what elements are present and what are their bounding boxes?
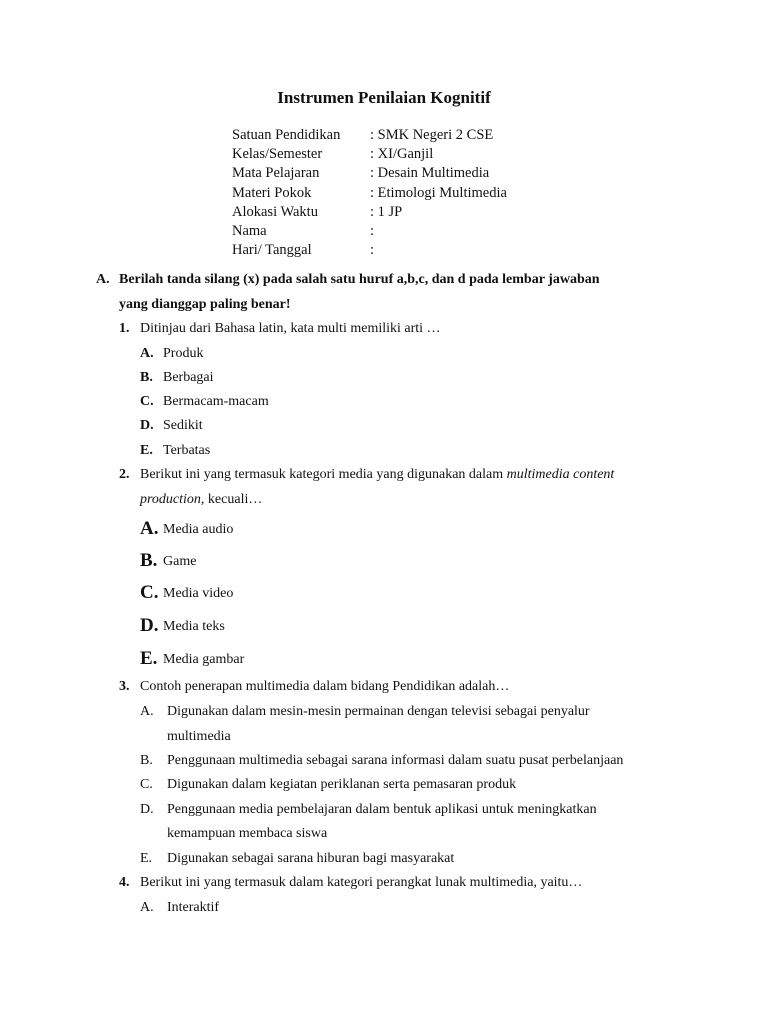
info-label: Alokasi Waktu (232, 204, 318, 220)
document-title: Instrumen Penilaian Kognitif (277, 88, 491, 107)
info-label: Materi Pokok (232, 185, 312, 201)
section-letter: A. (96, 272, 110, 287)
info-value: : Etimologi Multimedia (370, 185, 507, 201)
option-text: Penggunaan multimedia sebagai sarana informasi dalam suatu pusat perbelanjaan (167, 753, 624, 768)
option-letter: B. (140, 550, 158, 571)
option-letter: A. (140, 900, 154, 915)
option-letter: E. (140, 851, 153, 866)
question-text: Ditinjau dari Bahasa latin, kata multi memiliki arti … (140, 321, 441, 336)
section-instruction-line2: yang dianggap paling benar! (119, 297, 291, 312)
option-letter: A. (140, 518, 159, 539)
option-text: Berbagai (163, 370, 214, 385)
option-text: Interaktif (167, 900, 220, 915)
info-value: : XI/Ganjil (370, 146, 434, 162)
option-letter: B. (140, 370, 153, 385)
option-letter: B. (140, 753, 153, 768)
info-value: : 1 JP (370, 204, 403, 220)
option-text: Media teks (163, 619, 225, 634)
option-letter: C. (140, 777, 153, 792)
info-value: : Desain Multimedia (370, 165, 490, 181)
question-number: 4. (119, 875, 130, 890)
info-value: : SMK Negeri 2 CSE (370, 127, 494, 143)
option-text: Game (163, 554, 197, 569)
option-text: Terbatas (163, 443, 211, 458)
question-text-italic: multimedia content (506, 467, 615, 482)
option-text-line2: kemampuan membaca siswa (167, 826, 328, 841)
option-letter: D. (140, 802, 154, 817)
question-text: Contoh penerapan multimedia dalam bidang Pendidikan adalah… (140, 679, 510, 694)
option-letter: C. (140, 394, 154, 409)
question-text-part: Berikut ini yang termasuk kategori media yang digunakan dalam (140, 467, 507, 482)
option-text: Digunakan dalam mesin-mesin permainan dengan televisi sebagai penyalur (167, 704, 590, 719)
info-label: Kelas/Semester (232, 146, 323, 162)
option-letter: A. (140, 704, 154, 719)
option-letter: E. (140, 443, 153, 458)
question-number: 3. (119, 679, 130, 694)
option-text: Media video (163, 586, 234, 601)
option-text: Bermacam-macam (163, 394, 269, 409)
question-text-italic: production (140, 492, 201, 507)
option-text: Digunakan dalam kegiatan periklanan serta pemasaran produk (167, 777, 517, 792)
info-label: Nama (232, 223, 267, 239)
option-text: Sedikit (163, 418, 203, 433)
option-letter: D. (140, 418, 154, 433)
option-letter: D. (140, 615, 159, 636)
option-letter: E. (140, 648, 158, 669)
info-label: Mata Pelajaran (232, 165, 320, 181)
option-text: Digunakan sebagai sarana hiburan bagi masyarakat (167, 851, 455, 866)
info-value: : (370, 242, 375, 258)
info-value: : (370, 223, 375, 239)
option-text-line2: multimedia (167, 729, 231, 744)
question-number: 1. (119, 321, 130, 336)
option-text: Media audio (163, 522, 234, 537)
option-letter: A. (140, 346, 154, 361)
info-label: Hari/ Tanggal (232, 242, 312, 258)
option-text: Produk (163, 346, 204, 361)
question-text (140, 468, 614, 482)
question-text-line2 (140, 493, 262, 507)
option-text: Penggunaan media pembelajaran dalam bentuk aplikasi untuk meningkatkan (167, 802, 597, 817)
section-instruction-line1: Berilah tanda silang (x) pada salah satu huruf a,b,c, dan d pada lembar jawaban (119, 272, 600, 287)
question-number: 2. (119, 467, 130, 482)
question-text: Berikut ini yang termasuk dalam kategori perangkat lunak multimedia, yaitu… (140, 875, 583, 890)
info-label: Satuan Pendidikan (232, 127, 341, 143)
option-text: Media gambar (163, 652, 245, 667)
option-letter: C. (140, 582, 159, 603)
question-text-part: , kecuali… (200, 492, 263, 507)
